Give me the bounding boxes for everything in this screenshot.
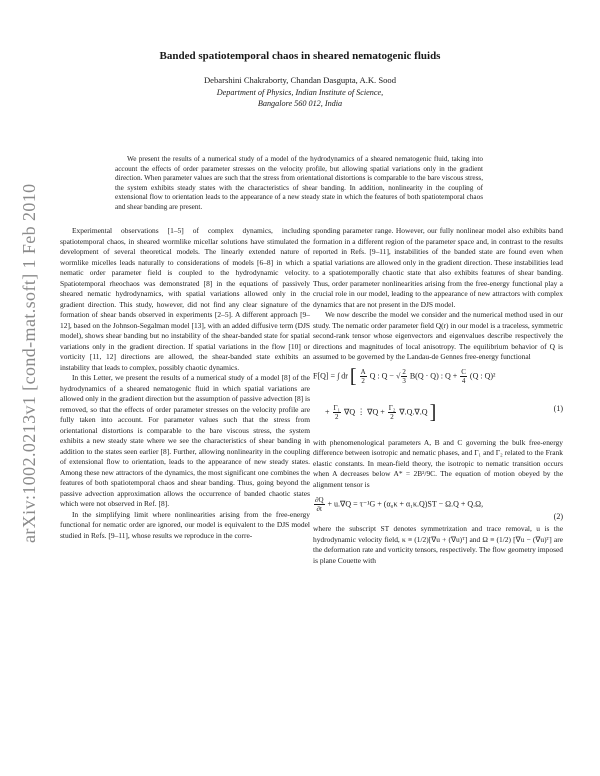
affiliation-line-2: Bangalore 560 012, India bbox=[257, 98, 343, 108]
equation-number-2: (2) bbox=[553, 512, 563, 521]
left-column bbox=[60, 226, 310, 541]
paragraph: where the subscript ST denotes symmetrization and trace removal, u is the hydrodynamic velocity field, κ ≡ (1/2)[∇u + (∇u)ᵀ] and Ω ≡ (1/2) [∇u − (∇u)ᵀ] are the deformation rate and vorticity tensors, respectively. The flow geometry imposed is plane Couette with bbox=[313, 524, 563, 565]
eq1-frac-a: $\frac{A}{2}$ bbox=[360, 367, 366, 385]
affiliation bbox=[0, 88, 600, 109]
paragraph: In the simplifying limit where nonlinearities arising from the free-energy functional for nematic order are ignored, our model is equivalent to the DJS model studied in Refs. [9–11], whose results we reproduce in the corre- bbox=[60, 509, 310, 540]
eq1-term-a: Q : Q − bbox=[369, 370, 394, 380]
paper-title: Banded spatiotemporal chaos in sheared nematogenic fluids bbox=[159, 50, 441, 62]
eq1-term-c: (Q : Q)² bbox=[469, 370, 496, 380]
eq1-frac-b: $\frac{2}{3}$ bbox=[402, 367, 406, 385]
eq1-lhs: F[Q] = ∫ dr bbox=[313, 370, 348, 380]
eq1-frac-c: $\frac{C}{4}$ bbox=[461, 367, 466, 385]
abstract: We present the results of a numerical study of a model of the hydrodynamics of a sheared nematogenic fluid, taking into account the effects of order parameter stresses on the velocity profile, but allowing spatial variations only in the gradient direction. When parameter values are such that the stress from orientational distortions is comparable to the bare viscous stress, the system exhibits steady states with the characteristics of shear banding. In addition, nonlinearity in the coupling of extensional flow to orientation leads to the appearance of a new steady state in which the features of both spatiotemporal chaos and shear banding are present. bbox=[115, 155, 483, 211]
right-column bbox=[313, 226, 563, 566]
paragraph: with phenomenological parameters A, B and C governing the bulk free-energy difference between isotropic and nematic phases, and Γ₁ and Γ₂ related to the Frank elastic constants. In mean-field theory, the isotropic to nematic transition occurs when A decreases below A* = 2B²/9C. The equation of motion obeyed by the alignment tensor is bbox=[313, 437, 563, 489]
affiliation-line-1: Department of Physics, Indian Institute of Science, bbox=[216, 88, 384, 97]
eq1-frac-d: $\frac{\text{Γ₁}}{2}$ bbox=[333, 403, 341, 421]
eq1-term-d: ∇Q ⋮ ∇Q + bbox=[344, 406, 385, 416]
paragraph: Experimental observations [1–5] of complex dynamics, including spatiotemporal chaos, in sheared wormlike micellar solutions have stimulated the development of several theoretical models. The linearly extended nature of wormlike micelles leads naturally to considerations of models [6–8] in which a nematic order parameter field is coupled to the hydrodynamic velocity. Spatiotemporal rheochaos was demonstrated [8] in the equations of passively sheared nematic hydrodynamics, with spatial variations allowed only in the gradient direction. This study, however, did not find any clear signature of the formation of shear bands observed in experiments [2–5]. A different approach [9–12], based on the Johnson-Segalman model [13], with an added diffusive term (DJS model), shows shear banding but no instability of the shear-banded state for spatial variations only in the gradient direction. If spatial variations in the flow [10] or vorticity [11, 12] directions are allowed, the shear-banded state exhibits an instability that leads to complex, possibly chaotic dynamics. bbox=[60, 226, 310, 372]
arxiv-sidebar-stamp: arXiv:1002.0213v1 [cond-mat.soft] 1 Feb 2010 bbox=[19, 183, 39, 543]
eq1-term-e: ∇.Q.∇.Q bbox=[399, 406, 428, 416]
equation-1: F[Q] = ∫ dr [ $\frac{A}{2}$ Q : Q − √ $\frac{2}{3}$ B(Q · Q) : Q + $\frac{C}{4}$ (Q : Q)² + $\frac{\text{Γ₁}}{2}$ ∇Q ⋮ ∇Q + $\frac{\text{Γ₂}}{2}$ ∇.Q.∇.Q ] (1) bbox=[313, 364, 563, 423]
eq2-frac: $\frac{\partial Q}{\partial t}$ bbox=[315, 496, 324, 513]
eq2-body: + u.∇Q = τ⁻¹G + (α₀κ + α₁κ.Q)ST − Ω.Q + Q.Ω, bbox=[327, 499, 484, 509]
eq1-term-b: B(Q · Q) : Q + bbox=[409, 370, 458, 380]
eq1-frac-e: $\frac{\text{Γ₂}}{2}$ bbox=[388, 403, 396, 421]
equation-2 bbox=[313, 490, 563, 524]
equation-number-1: (1) bbox=[553, 403, 563, 413]
paragraph: We now describe the model we consider and the numerical method used in our study. The nematic order parameter field Q(r) in our model is a traceless, symmetric second-rank tensor whose eigenvectors and eigenvalues describe respectively the directions and magnitudes of local anisotropy. The equilibrium behavior of Q is assumed to be governed by the Landau-de Gennes free-energy functional bbox=[313, 310, 563, 361]
paragraph: sponding parameter range. However, our fully nonlinear model also exhibits band formation in a different region of the parameter space and, in contrast to the results reported in Refs. [9–11], instabilities of the banded state are found even when spatial variations are allowed only in the gradient direction. These instabilities lead to a spatiotemporally chaotic state that also exhibits features of shear banding. Thus, order parameter nonlinearities arising from the free-energy functional play a crucial role in our model, leading to the appearance of new attractors with complex dynamics that are not present in the DJS model. bbox=[313, 226, 563, 309]
author-list: Debarshini Chakraborty, Chandan Dasgupta, A.K. Sood bbox=[203, 75, 397, 85]
paragraph: In this Letter, we present the results of a numerical study of a model [8] of the hydrodynamics of a sheared nematogenic fluid in which spatial variations are allowed only in the gradient direction but the assumption of passive advection [8] is removed, so that the effects of order parameter stresses on the velocity profile are fully taken into account. For parameter values such that the stress from orientational distortions is comparable to the bare viscous stress, the system exhibits a new steady state where we see the characteristics of shear banding in addition to the states seen earlier [8]. Further, allowing nonlinearity in the coupling of extensional flow to orientation, leads to the appearance of new steady states. Among these new attractors of the dynamics, the most significant one combines the features of both spatiotemporal chaos and shear banding. Thus, going beyond the passive advection approximation allows the occurrence of banded chaotic states which were not observed in Ref. [8]. bbox=[60, 373, 310, 508]
